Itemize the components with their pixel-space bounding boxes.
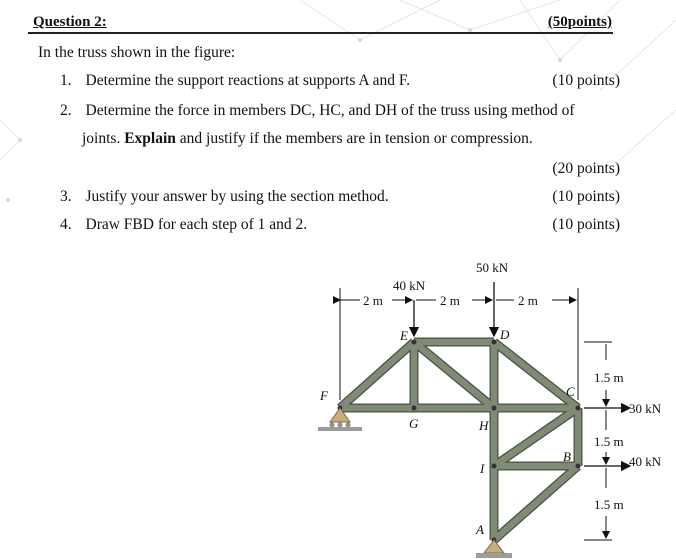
item-4-text: Draw FBD for each step of 1 and 2. <box>85 216 308 233</box>
item-3 <box>60 188 389 206</box>
item-3-text: Justify your answer by using the section method. <box>85 188 389 205</box>
item-1-number: 1. <box>60 72 72 89</box>
dim-span-1: 2 m <box>363 293 383 308</box>
node-c: C <box>566 384 575 399</box>
truss-figure <box>300 255 676 559</box>
dim-h-1: 1.5 m <box>594 370 624 385</box>
load-d-label: 50 kN <box>476 260 509 275</box>
node-i: I <box>480 461 485 476</box>
question-title: Question 2: <box>33 14 107 30</box>
item-3-number: 3. <box>60 188 72 205</box>
dim-span-2: 2 m <box>440 293 460 308</box>
item-2-line2 <box>82 130 533 148</box>
item-2-line2-post: and justify if the members are in tension or compression. <box>175 130 533 147</box>
dim-span-3: 2 m <box>518 293 538 308</box>
item-2 <box>60 102 575 120</box>
node-b: B <box>563 449 571 464</box>
item-1-text: Determine the support reactions at supports A and F. <box>85 72 411 89</box>
item-1 <box>60 72 410 90</box>
support-a <box>476 540 512 558</box>
load-c-label: 30 kN <box>629 401 662 416</box>
item-2-line2-pre: joints. <box>82 130 125 147</box>
header-rule <box>28 32 613 34</box>
item-2-points: (20 points) <box>552 160 620 177</box>
item-4 <box>60 216 307 234</box>
item-4-number: 4. <box>60 216 72 233</box>
node-a: A <box>476 522 484 537</box>
item-4-points: (10 points) <box>552 216 620 233</box>
item-2-number: 2. <box>60 102 72 119</box>
node-g: G <box>409 416 419 431</box>
truss-members <box>340 342 578 540</box>
dim-h-2: 1.5 m <box>594 434 624 449</box>
node-e: E <box>400 328 408 343</box>
question-total-points: (50points) <box>547 14 612 30</box>
dim-h-3: 1.5 m <box>594 497 624 512</box>
item-1-points: (10 points) <box>552 72 620 89</box>
item-2-explain: Explain <box>124 130 176 147</box>
node-f: F <box>320 388 328 403</box>
node-d: D <box>500 327 510 342</box>
item-3-points: (10 points) <box>552 188 620 205</box>
load-b-label: 40 kN <box>629 454 662 469</box>
intro-text: In the truss shown in the figure: <box>38 44 236 61</box>
load-e-label: 40 kN <box>393 278 426 293</box>
node-h: H <box>479 418 489 433</box>
item-2-text: Determine the force in members DC, HC, and DH of the truss using method of <box>85 102 575 119</box>
